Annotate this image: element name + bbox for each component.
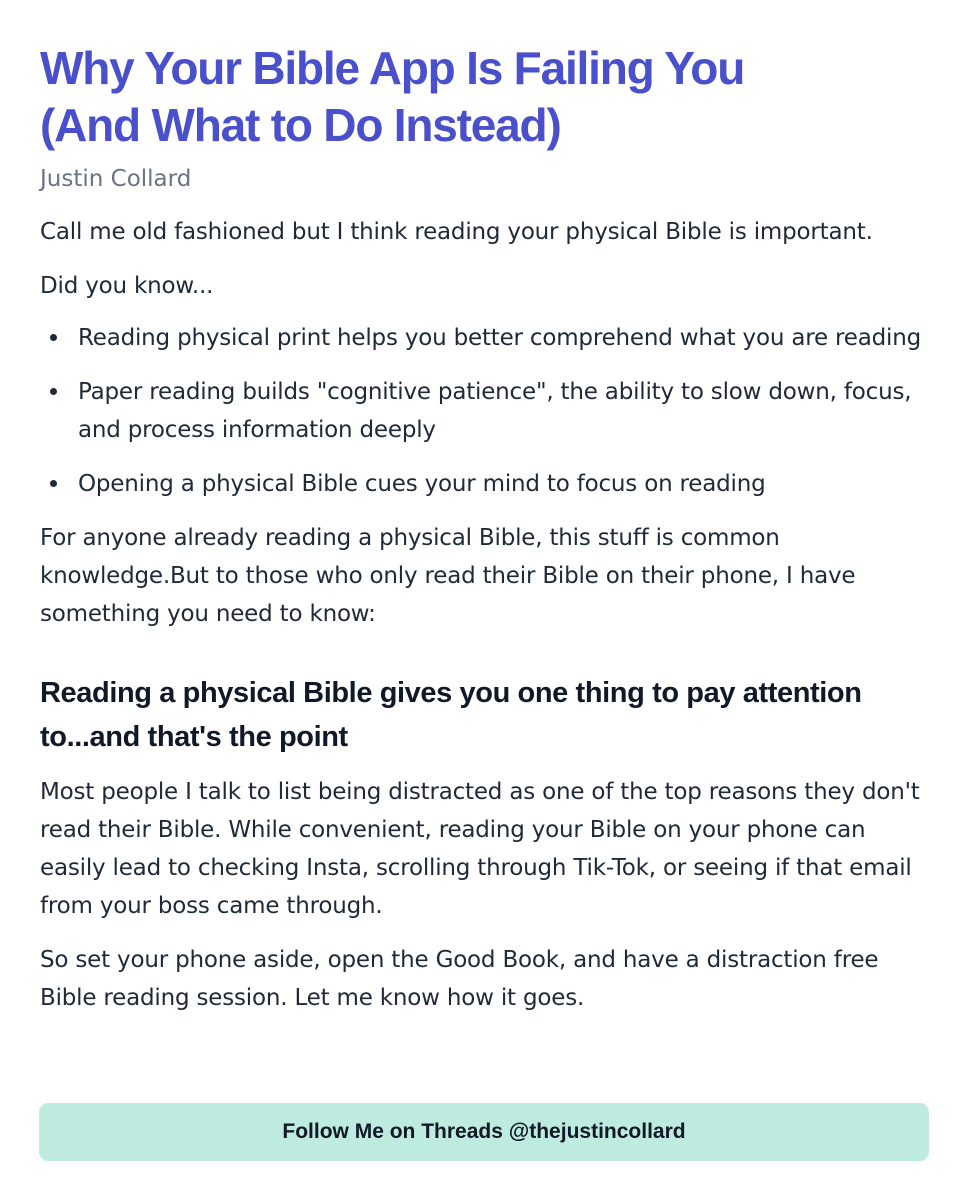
article-title-line-2: (And What to Do Instead) xyxy=(40,99,561,151)
article-title-line-1: Why Your Bible App Is Failing You xyxy=(40,42,745,94)
most-people-paragraph: Most people I talk to list being distracted as one of the top reasons they don't read their Bible. While convenient, reading your Bible on your phone can easily lead to checking Insta, scrolling through Tik-Tok, or seeing if that email from your boss came through. xyxy=(40,779,920,919)
bullet-icon xyxy=(50,388,57,395)
list-item xyxy=(40,465,930,503)
list-item xyxy=(40,373,930,449)
bullet-icon xyxy=(50,334,57,341)
section-heading: Reading a physical Bible gives you one thing to pay attention to...and that's the point xyxy=(40,677,862,753)
did-you-know-paragraph: Did you know... xyxy=(40,273,214,299)
list-item-text: Reading physical print helps you better comprehend what you are reading xyxy=(78,325,921,351)
for-anyone-paragraph: For anyone already reading a physical Bible, this stuff is common knowledge.But to those who only read their Bible on their phone, I have something you need to know: xyxy=(40,525,856,627)
list-item-text: Paper reading builds "cognitive patience", the ability to slow down, focus, and process information deeply xyxy=(78,379,912,443)
article-author: Justin Collard xyxy=(40,166,192,192)
article-title xyxy=(40,40,930,154)
list-item-text: Opening a physical Bible cues your mind to focus on reading xyxy=(78,471,766,497)
intro-paragraph: Call me old fashioned but I think reading your physical Bible is important. xyxy=(40,219,873,245)
facts-list xyxy=(40,319,930,503)
list-item xyxy=(40,319,930,357)
bullet-icon xyxy=(50,480,57,487)
follow-threads-button[interactable]: Follow Me on Threads @thejustincollard xyxy=(39,1103,929,1161)
article xyxy=(40,40,930,1017)
set-phone-paragraph: So set your phone aside, open the Good Book, and have a distraction free Bible reading session. Let me know how it goes. xyxy=(40,947,879,1011)
